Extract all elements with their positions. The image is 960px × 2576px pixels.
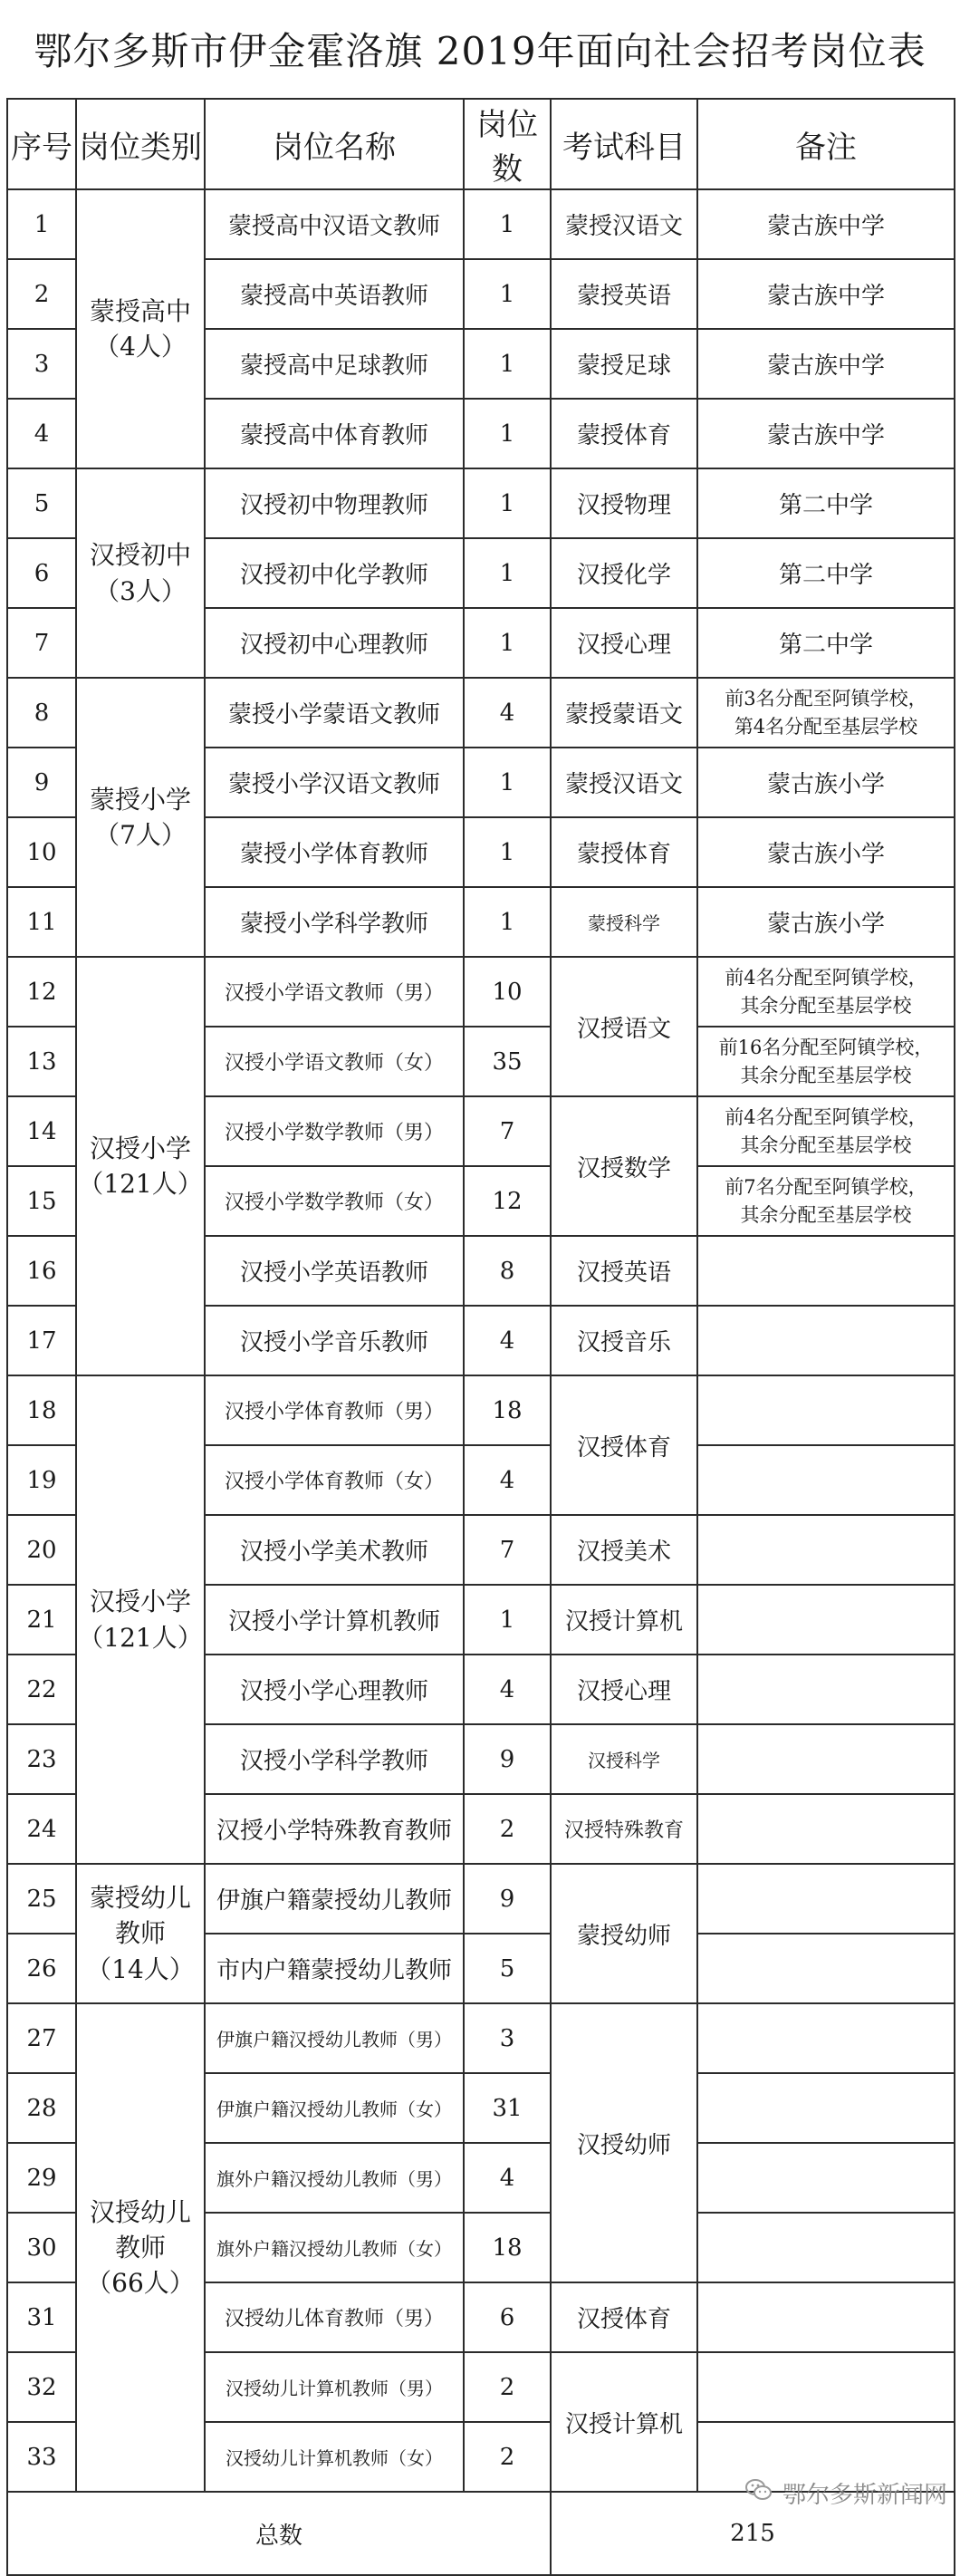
cell-subject: 蒙授体育 bbox=[551, 399, 697, 468]
cell-position-name: 汉授小学计算机教师 bbox=[205, 1585, 464, 1655]
cell-subject: 蒙授幼师 bbox=[551, 1864, 697, 2003]
table-row bbox=[7, 1864, 955, 1934]
cell-note bbox=[697, 2213, 955, 2282]
table-row bbox=[7, 189, 955, 259]
cell-subject: 汉授英语 bbox=[551, 1236, 697, 1306]
cell-category bbox=[76, 468, 205, 678]
cell-count: 4 bbox=[464, 1655, 551, 1724]
cell-subject: 汉授化学 bbox=[551, 538, 697, 608]
cell-note bbox=[697, 2143, 955, 2213]
header-note: 备注 bbox=[697, 99, 955, 189]
cell-note: 蒙古族中学 bbox=[697, 329, 955, 399]
category-line: 汉授幼儿 bbox=[89, 2196, 191, 2227]
cell-seq: 1 bbox=[7, 189, 76, 259]
cell-category bbox=[76, 189, 205, 468]
cell-position-name: 旗外户籍汉授幼儿教师（女） bbox=[205, 2213, 464, 2282]
cell-count: 18 bbox=[464, 1375, 551, 1445]
cell-count: 1 bbox=[464, 1585, 551, 1655]
cell-subject: 汉授音乐 bbox=[551, 1306, 697, 1375]
category-count: （4人） bbox=[94, 332, 187, 362]
note-line: 前4名分配至阿镇学校， bbox=[725, 967, 927, 989]
cell-note: 第二中学 bbox=[697, 608, 955, 678]
cell-subject: 汉授心理 bbox=[551, 608, 697, 678]
cell-category bbox=[76, 1864, 205, 2003]
cell-note bbox=[697, 2073, 955, 2143]
note-line: 前16名分配至阿镇学校， bbox=[718, 1037, 934, 1059]
cell-note bbox=[697, 957, 955, 1027]
cell-count: 4 bbox=[464, 1306, 551, 1375]
cell-seq: 5 bbox=[7, 468, 76, 538]
cell-position-name: 蒙授高中足球教师 bbox=[205, 329, 464, 399]
cell-note bbox=[697, 2282, 955, 2352]
cell-seq: 8 bbox=[7, 678, 76, 748]
cell-count: 35 bbox=[464, 1027, 551, 1096]
cell-position-name: 伊旗户籍汉授幼儿教师（女） bbox=[205, 2073, 464, 2143]
cell-seq: 3 bbox=[7, 329, 76, 399]
cell-count: 7 bbox=[464, 1096, 551, 1166]
cell-position-name: 汉授小学特殊教育教师 bbox=[205, 1794, 464, 1864]
cell-category bbox=[76, 1375, 205, 1864]
cell-position-name: 汉授小学美术教师 bbox=[205, 1515, 464, 1585]
cell-count: 3 bbox=[464, 2003, 551, 2073]
cell-subject: 汉授特殊教育 bbox=[551, 1794, 697, 1864]
cell-note: 蒙古族中学 bbox=[697, 259, 955, 329]
cell-count: 2 bbox=[464, 1794, 551, 1864]
note-line: 前4名分配至阿镇学校， bbox=[725, 1106, 927, 1129]
cell-seq: 32 bbox=[7, 2352, 76, 2422]
cell-count: 1 bbox=[464, 329, 551, 399]
cell-position-name: 蒙授小学汉语文教师 bbox=[205, 748, 464, 817]
note-line: 其余分配至基层学校 bbox=[740, 994, 912, 1017]
cell-seq: 9 bbox=[7, 748, 76, 817]
cell-seq: 26 bbox=[7, 1934, 76, 2003]
cell-position-name: 汉授幼儿计算机教师（男） bbox=[205, 2352, 464, 2422]
cell-count: 6 bbox=[464, 2282, 551, 2352]
cell-position-name: 蒙授高中汉语文教师 bbox=[205, 189, 464, 259]
cell-subject: 汉授物理 bbox=[551, 468, 697, 538]
category-line: 教师 bbox=[114, 2232, 166, 2262]
cell-note bbox=[697, 1585, 955, 1655]
note-line: 第4名分配至基层学校 bbox=[734, 715, 918, 738]
category-line: 教师 bbox=[114, 1918, 166, 1949]
cell-position-name: 汉授小学英语教师 bbox=[205, 1236, 464, 1306]
cell-position-name: 汉授小学体育教师（女） bbox=[205, 1445, 464, 1515]
cell-seq: 27 bbox=[7, 2003, 76, 2073]
cell-subject: 汉授计算机 bbox=[551, 1585, 697, 1655]
cell-seq: 6 bbox=[7, 538, 76, 608]
cell-seq: 14 bbox=[7, 1096, 76, 1166]
cell-position-name: 汉授小学心理教师 bbox=[205, 1655, 464, 1724]
cell-count: 4 bbox=[464, 2143, 551, 2213]
cell-position-name: 汉授小学语文教师（女） bbox=[205, 1027, 464, 1096]
cell-seq: 29 bbox=[7, 2143, 76, 2213]
cell-subject: 蒙授汉语文 bbox=[551, 748, 697, 817]
cell-subject: 蒙授汉语文 bbox=[551, 189, 697, 259]
cell-position-name: 汉授小学体育教师（男） bbox=[205, 1375, 464, 1445]
category-line: 汉授小学 bbox=[89, 1133, 191, 1163]
note-line: 前3名分配至阿镇学校， bbox=[725, 688, 927, 710]
cell-subject: 汉授数学 bbox=[551, 1096, 697, 1236]
cell-subject: 蒙授蒙语文 bbox=[551, 678, 697, 748]
header-position-name: 岗位名称 bbox=[205, 99, 464, 189]
cell-seq: 17 bbox=[7, 1306, 76, 1375]
cell-note bbox=[697, 1515, 955, 1585]
cell-position-name: 汉授小学科学教师 bbox=[205, 1724, 464, 1794]
table-row bbox=[7, 2003, 955, 2073]
watermark bbox=[744, 2475, 947, 2511]
cell-count: 1 bbox=[464, 748, 551, 817]
cell-position-name: 蒙授小学体育教师 bbox=[205, 817, 464, 887]
total-value: 215 bbox=[551, 2492, 955, 2575]
cell-count: 1 bbox=[464, 887, 551, 957]
cell-note bbox=[697, 1445, 955, 1515]
cell-seq: 15 bbox=[7, 1166, 76, 1236]
note-line: 其余分配至基层学校 bbox=[740, 1134, 912, 1156]
cell-seq: 21 bbox=[7, 1585, 76, 1655]
cell-subject: 汉授幼师 bbox=[551, 2003, 697, 2282]
total-label: 总数 bbox=[7, 2492, 551, 2575]
cell-count: 9 bbox=[464, 1724, 551, 1794]
cell-seq: 24 bbox=[7, 1794, 76, 1864]
category-line: 汉授初中 bbox=[89, 540, 191, 571]
cell-position-name: 汉授小学数学教师（女） bbox=[205, 1166, 464, 1236]
header-row bbox=[7, 99, 955, 189]
category-line: 蒙授幼儿 bbox=[89, 1883, 191, 1914]
cell-count: 9 bbox=[464, 1864, 551, 1934]
cell-subject: 汉授语文 bbox=[551, 957, 697, 1096]
cell-note bbox=[697, 1166, 955, 1236]
cell-position-name: 市内户籍蒙授幼儿教师 bbox=[205, 1934, 464, 2003]
cell-subject: 蒙授足球 bbox=[551, 329, 697, 399]
cell-note: 蒙古族中学 bbox=[697, 189, 955, 259]
cell-seq: 16 bbox=[7, 1236, 76, 1306]
cell-count: 1 bbox=[464, 817, 551, 887]
cell-position-name: 蒙授高中英语教师 bbox=[205, 259, 464, 329]
cell-note: 第二中学 bbox=[697, 538, 955, 608]
cell-seq: 10 bbox=[7, 817, 76, 887]
cell-seq: 28 bbox=[7, 2073, 76, 2143]
cell-count: 1 bbox=[464, 608, 551, 678]
cell-note bbox=[697, 2352, 955, 2422]
cell-note: 蒙古族小学 bbox=[697, 817, 955, 887]
table-row bbox=[7, 678, 955, 748]
cell-position-name: 汉授初中化学教师 bbox=[205, 538, 464, 608]
cell-seq: 11 bbox=[7, 887, 76, 957]
cell-position-name: 旗外户籍汉授幼儿教师（男） bbox=[205, 2143, 464, 2213]
category-line: 蒙授高中 bbox=[89, 295, 191, 326]
cell-position-name: 伊旗户籍蒙授幼儿教师 bbox=[205, 1864, 464, 1934]
cell-subject: 汉授计算机 bbox=[551, 2352, 697, 2492]
table-row bbox=[7, 468, 955, 538]
cell-position-name: 汉授小学数学教师（男） bbox=[205, 1096, 464, 1166]
cell-subject: 汉授体育 bbox=[551, 1375, 697, 1515]
cell-subject: 汉授心理 bbox=[551, 1655, 697, 1724]
cell-subject: 蒙授体育 bbox=[551, 817, 697, 887]
cell-position-name: 蒙授小学蒙语文教师 bbox=[205, 678, 464, 748]
category-count: （121人） bbox=[78, 1622, 203, 1653]
cell-position-name: 汉授小学语文教师（男） bbox=[205, 957, 464, 1027]
page-title: 鄂尔多斯市伊金霍洛旗 2019年面向社会招考岗位表 bbox=[34, 29, 926, 73]
cell-position-name: 汉授小学音乐教师 bbox=[205, 1306, 464, 1375]
category-count: （7人） bbox=[94, 820, 187, 850]
cell-count: 1 bbox=[464, 468, 551, 538]
cell-seq: 20 bbox=[7, 1515, 76, 1585]
cell-count: 1 bbox=[464, 259, 551, 329]
cell-subject: 蒙授科学 bbox=[551, 887, 697, 957]
header-category: 岗位类别 bbox=[76, 99, 205, 189]
category-count: （3人） bbox=[94, 575, 187, 606]
cell-seq: 7 bbox=[7, 608, 76, 678]
cell-seq: 13 bbox=[7, 1027, 76, 1096]
cell-note bbox=[697, 2003, 955, 2073]
cell-seq: 22 bbox=[7, 1655, 76, 1724]
cell-count: 7 bbox=[464, 1515, 551, 1585]
cell-count: 2 bbox=[464, 2422, 551, 2492]
cell-category bbox=[76, 2003, 205, 2492]
header-seq: 序号 bbox=[7, 99, 76, 189]
cell-seq: 12 bbox=[7, 957, 76, 1027]
cell-count: 10 bbox=[464, 957, 551, 1027]
cell-note bbox=[697, 1096, 955, 1166]
cell-position-name: 伊旗户籍汉授幼儿教师（男） bbox=[205, 2003, 464, 2073]
watermark-text: 鄂尔多斯新闻网 bbox=[782, 2482, 947, 2509]
cell-position-name: 蒙授小学科学教师 bbox=[205, 887, 464, 957]
cell-count: 31 bbox=[464, 2073, 551, 2143]
cell-category bbox=[76, 678, 205, 957]
cell-position-name: 汉授幼儿体育教师（男） bbox=[205, 2282, 464, 2352]
cell-note bbox=[697, 1375, 955, 1445]
cell-seq: 18 bbox=[7, 1375, 76, 1445]
cell-seq: 19 bbox=[7, 1445, 76, 1515]
cell-count: 8 bbox=[464, 1236, 551, 1306]
cell-position-name: 汉授幼儿计算机教师（女） bbox=[205, 2422, 464, 2492]
cell-note bbox=[697, 1794, 955, 1864]
cell-seq: 23 bbox=[7, 1724, 76, 1794]
cell-subject: 汉授美术 bbox=[551, 1515, 697, 1585]
cell-seq: 33 bbox=[7, 2422, 76, 2492]
cell-seq: 25 bbox=[7, 1864, 76, 1934]
cell-count: 4 bbox=[464, 1445, 551, 1515]
cell-count: 1 bbox=[464, 399, 551, 468]
cell-note bbox=[697, 1934, 955, 2003]
cell-note bbox=[697, 1724, 955, 1794]
cell-subject: 蒙授英语 bbox=[551, 259, 697, 329]
category-line: 汉授小学 bbox=[89, 1587, 191, 1617]
category-line: 蒙授小学 bbox=[89, 784, 191, 815]
cell-count: 12 bbox=[464, 1166, 551, 1236]
cell-position-name: 蒙授高中体育教师 bbox=[205, 399, 464, 468]
cell-count: 2 bbox=[464, 2352, 551, 2422]
cell-note bbox=[697, 1864, 955, 1934]
cell-note bbox=[697, 1306, 955, 1375]
category-count: （66人） bbox=[86, 2268, 195, 2299]
cell-note bbox=[697, 1655, 955, 1724]
cell-note: 蒙古族中学 bbox=[697, 399, 955, 468]
cell-count: 1 bbox=[464, 538, 551, 608]
cell-note bbox=[697, 1027, 955, 1096]
cell-count: 1 bbox=[464, 189, 551, 259]
cell-note: 蒙古族小学 bbox=[697, 887, 955, 957]
table-row bbox=[7, 1375, 955, 1445]
header-count: 岗位数 bbox=[464, 99, 551, 189]
category-count: （14人） bbox=[86, 1954, 195, 1984]
cell-seq: 30 bbox=[7, 2213, 76, 2282]
cell-seq: 2 bbox=[7, 259, 76, 329]
cell-count: 4 bbox=[464, 678, 551, 748]
category-count: （121人） bbox=[78, 1169, 203, 1199]
note-line: 前7名分配至阿镇学校， bbox=[725, 1176, 927, 1199]
note-line: 其余分配至基层学校 bbox=[740, 1203, 912, 1226]
cell-seq: 31 bbox=[7, 2282, 76, 2352]
note-line: 其余分配至基层学校 bbox=[740, 1064, 912, 1086]
cell-category bbox=[76, 957, 205, 1375]
cell-seq: 4 bbox=[7, 399, 76, 468]
table-row bbox=[7, 957, 955, 1027]
positions-table bbox=[6, 98, 955, 2576]
cell-note bbox=[697, 678, 955, 748]
cell-count: 5 bbox=[464, 1934, 551, 2003]
cell-subject: 汉授科学 bbox=[551, 1724, 697, 1794]
wechat-icon bbox=[744, 2475, 773, 2511]
cell-position-name: 汉授初中物理教师 bbox=[205, 468, 464, 538]
cell-position-name: 汉授初中心理教师 bbox=[205, 608, 464, 678]
cell-note bbox=[697, 1236, 955, 1306]
header-subject: 考试科目 bbox=[551, 99, 697, 189]
cell-note: 蒙古族小学 bbox=[697, 748, 955, 817]
cell-note: 第二中学 bbox=[697, 468, 955, 538]
cell-count: 18 bbox=[464, 2213, 551, 2282]
cell-subject: 汉授体育 bbox=[551, 2282, 697, 2352]
